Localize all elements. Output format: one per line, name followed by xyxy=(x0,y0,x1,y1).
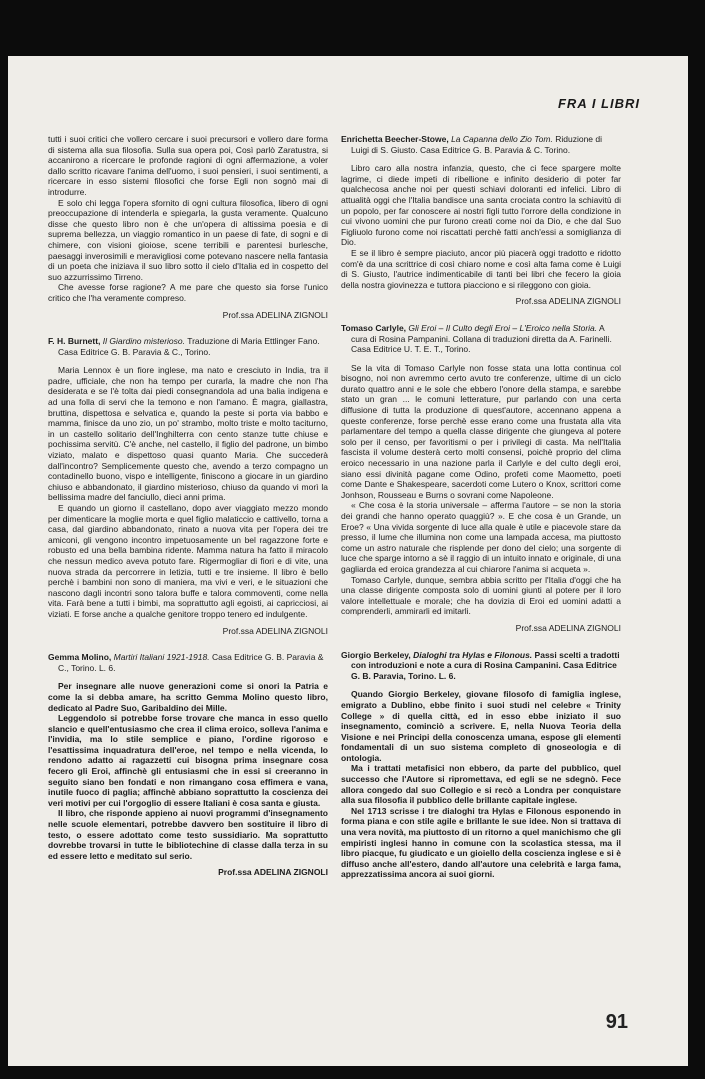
intro-paragraph: tutti i suoi critici che vollero cercare i suoi precursori e vollero dare forma di sistema alla sua filosofia. Sulla sua opera poi, Così parlò Zaratustra, si accanirono a ricercare le profonde ragioni di ogni affermazione, a voler dallo scritto ricavare l'anima dell'uomo, i suoi pensieri, i suoi sentimenti, a ricercare in esso sistemi filosofici che forse Egli non sognò mai di introdurre. xyxy=(48,134,328,197)
review-paragraph: Nel 1713 scrisse i tre dialoghi tra Hylas e Filonous esponendo in forma piana e con stile agile e brillante le sue idee. Non si trattava di una vera novità, ma piuttosto di un ritorno a quel manichismo che gli empiristi inglesi hanno in comune con la scolastica stessa, ma il libro piacque, fu giudicato e un gioiello della coscienza inglese e si è diffuso anche all'estero, dando all'autore una celebrità e larga fama, apprezzatissima ancora ai suoi giorni. xyxy=(341,805,621,880)
review-paragraph: Ma i trattati metafisici non ebbero, da parte del pubblico, quel successo che l'Autore si ripromettava, ed egli se ne sdegnò. Fece allora congedo dal suo Collegio e si recò a Londra per conquistare alla sua filosofia il pubblico delle brillante capitale inglese. xyxy=(341,763,621,806)
left-column xyxy=(48,134,328,878)
review-paragraph: Quando Giorgio Berkeley, giovane filosofo di famiglia inglese, emigrato a Dublino, ebbe finito i suoi studi nel celebre « Trinity College » di quella città, ed in esso ebbe iniziato il suo insegnamento, cominciò a scrivere. E, nella Nuova Teoria della Visione e nei Principi della conoscenza umana, espose gli elementi fondamentali di un suo sistema completo di gnoseologia e di ontologia. xyxy=(341,689,621,763)
book-title: Gli Eroi – Il Culto degli Eroi – L'Eroico nella Storia. xyxy=(408,322,598,333)
book-title: Martiri Italiani 1921-1918. xyxy=(113,652,210,663)
page-sheet xyxy=(8,56,688,1066)
running-header: FRA I LIBRI xyxy=(557,96,640,111)
signature: Prof.ssa ADELINA ZIGNOLI xyxy=(515,622,621,633)
book-author: Enrichetta Beecher-Stowe, xyxy=(341,134,449,144)
book-title: La Capanna dello Zio Tom. xyxy=(451,134,553,144)
bold-review-block xyxy=(341,689,621,880)
signature: Prof.ssa ADELINA ZIGNOLI xyxy=(515,296,621,307)
review-paragraph: Il libro, che risponde appieno ai nuovi programmi d'insegnamento nelle scuole elementari, potrebbe davvero ben sostituire il libro di testo, o essere adottato come testo sussidiario. Ma soprattutto dovrebbe trovarsi in tutte le bibliotechine di classe dalla terza in su ed essere letto e meditato sul serio. xyxy=(48,808,328,861)
book-entry-heading xyxy=(48,652,328,673)
review-paragraph: E se il libro è sempre piaciuto, ancor più piacerà oggi tradotto e ridotto com'è da una scrittrice di così chiaro nome e così alta fama come è Luigi di S. Giusto, l'autrice indimenticabile di tanti bei libri che fecero la gioia della nostra giovinezza e tuttora piacciono e si rileggono con gioia. xyxy=(341,247,621,290)
review-paragraph: « Che cosa è la storia universale – afferma l'autore – se non la storia dei grandi che hanno operato quaggiù? ». E che cosa è un Grande, un Eroe? « Una vivida sorgente di luce alla quale è utile e piacevole stare da presso, il lume che illumina non come una lampada accesa, ma piuttosto come un astro naturale che risplende per dono del cielo; una sorgente di luce che sparge intorno a sè il raggio di un intuito innato e originale, di una gagliarda ed eroica grandezza al cui chiarore l'anima si acqueta ». xyxy=(341,500,621,574)
book-publisher: Passi scelti a tradotti con introduzioni e note a cura di Rosina Campanini. Casa Editrice G. B. Paravia, Torino. L. 6. xyxy=(351,649,620,681)
book-author: Gemma Molino, xyxy=(48,652,112,663)
book-publisher: A cura di Rosina Pampanini. Collana di traduzioni diretta da A. Farinelli. Casa Editrice U. T. E. T., Torino. xyxy=(351,322,612,355)
intro-paragraph: Che avesse forse ragione? A me pare che questo sia forse l'unico critico che l'ha veramente compreso. xyxy=(48,282,328,303)
book-publisher: Traduzione di Maria Ettlinger Fano. Casa Editrice G. B. Paravia & C., Torino. xyxy=(58,336,320,357)
signature: Prof.ssa ADELINA ZIGNOLI xyxy=(222,309,328,320)
review-paragraph: E quando un giorno il castellano, dopo aver viaggiato mezzo mondo per dimenticare la moglie morta e quel figlio malaticcio e cattivello, torna a casa, dal giardino abbandonato, rinato a nuova vita per l'opera dei tre amiconi, gli vengono incontro impetuosamente un bel ragazzone forte e robusto ed una bella bambina ridente. Mamma natura ha fatto il miracolo che nessun medico aveva potuto fare. Rigermogliar di fiori e di vite, una nuova strada da percorrere in letizia, tutti e tre insieme. Il libro è bello perchè i bambini non sono di maniera, ma vivi e veri, e le situazioni che nascono dagli incontri sono talora buffe e talora commoventi, come nella vita. Farà bene a tutti i bimbi, ma soprattutto agli egoisti, ai capricciosi, ai viziati. E forse anche a qualche genitore troppo tenero ed indulgente. xyxy=(48,503,328,619)
book-entry-heading xyxy=(341,650,621,682)
review-paragraph: Maria Lennox è un fiore inglese, ma nato e cresciuto in India, tra il padre, ufficiale, che non ha tempo per curarla, la madre che non l'ha desiderata e se l'è tolta dai piedi consegnandola ad una balia indigena e ad una folla di servi che la temono e non l'amano. È magra, giallastra, bruttina, dispettosa e selvatica e, quando la peste si porta via babbo e mamma, finisce da uno zio, un po' strambo, molto triste e molto taciturno, in un castello solitario dell'Inghilterra con cento stanze tutte chiuse e pochissima servitù. C'è anche, nel castello, il figlio del padrone, un bimbo viziato, malato e dispettoso quasi quanto Maria. Che succederà dall'incontro? Semplicemente questo che, avendo a terzo compagno un contadinello buono, vispo e intelligente, finiscono a giocare in un giardino chiuso e abbandonato, il giardino misterioso, chiuso da quando vi morì la bellissima madre del fanciullo, dieci anni prima. xyxy=(48,365,328,503)
book-entry-heading xyxy=(341,323,621,355)
book-publisher: Riduzione di Luigi di S. Giusto. Casa Editrice G. B. Paravia & C. Torino. xyxy=(351,134,602,155)
page-number: 91 xyxy=(605,1011,628,1033)
signature: Prof.ssa ADELINA ZIGNOLI xyxy=(218,867,328,878)
review-paragraph: Per insegnare alle nuove generazioni come si onori la Patria e come la si debba amare, ha scritto Gemma Molino questo libro, dedicato al Padre Suo, Garibaldino dei Mille. xyxy=(48,681,328,713)
book-title: Dialoghi tra Hylas e Filonous. xyxy=(413,649,533,660)
book-entry-heading xyxy=(48,336,328,357)
review-paragraph: Tomaso Carlyle, dunque, sembra abbia scritto per l'Italia d'oggi che ha una classe dirigente composta solo di uomini giunti al potere per il loro valore intellettuale e morale; che ha dovizia di Eroi ed uomini adatti a comprenderli, ammirarli ed imitarli. xyxy=(341,574,621,617)
book-author: Giorgio Berkeley, xyxy=(341,649,411,660)
bold-review-block xyxy=(48,681,328,878)
review-paragraph: Se la vita di Tomaso Carlyle non fosse stata una lotta continua col bisogno, noi non avremmo certo avuto tre conferenze, ultime di un ciclo durato quattro anni e le sole che ebbero l'onore della stampa, e sarebbe stato un gran ... le comuni letterature, pur parlando con una certa diffusione di tutta la produzione di quest'autore, accennano appena a queste conferenze, forse perchè esse erano come una frustata alla vita parlamentare del tempo a quella classe dirigente che giungeva al potere solo per il censo, per favoritismi o per i privilegi di casta. Ma nell'Italia fascista il volume desterà certo molti consensi, poichè proprio del clima eroico necessario in una nazione parla il Carlyle e del culto degli eroi, siano essi divinità pagane come Odino, profeti come Maometto, poeti come Dante e Shakespeare, sacerdoti come Lutero o Knox, scrittori come Jonhson, Rousseau e Burns o sovrani come Napoleone. xyxy=(341,362,621,500)
signature: Prof.ssa ADELINA ZIGNOLI xyxy=(222,625,328,636)
book-author: F. H. Burnett, xyxy=(48,336,101,347)
right-column xyxy=(341,134,621,880)
review-paragraph: Libro caro alla nostra infanzia, questo, che ci fece spargere molte lagrime, ci diede impeti di ribellione e infinito desiderio di poter far qualchecosa anche noi per questi schiavi doloranti ed infelici. Libro di attualità oggi che l'Italia bandisce una santa crociata contro la schiavitù di un popolo, per far conoscere ai nostri figli tutto l'orrore della condizione in cui vivono uomini che pur furono creati come noi da Dio, e che dal Suo Figliuolo furono come noi riscattati perchè fatti anch'essi a somiglianza di Dio. xyxy=(341,163,621,248)
book-title: Il Giardino misterioso. xyxy=(102,336,185,347)
book-publisher: Casa Editrice G. B. Paravia & C., Torino. L. 6. xyxy=(58,652,324,673)
book-author: Tomaso Carlyle, xyxy=(341,322,407,333)
intro-paragraph: E solo chi legga l'opera sfornito di ogni cultura filosofica, libero di ogni preoccupazione di intenderla e spiegarla, la gusta veramente. Qualcuno disse che questo libro non è che un'opera di altissima poesia e di suprema bellezza, un viaggio romantico in un paese di fate, di sogni e di chimere, con visioni gioiose, scene terribili e parentesi burlesche, paesaggi inverosimili e meravigliosi come potevano nascere nella fantasia di un poeta che iniziava il suo libro sotto il cielo d'Italia ed in cospetto del suo azzurrissimo Tirreno. xyxy=(48,197,328,282)
review-paragraph: Leggendolo si potrebbe forse trovare che manca in esso quello slancio e quell'entusiasmo che crea il clima eroico, solleva l'anima e l'invidia, ma lo stile semplice e piano, l'ordine rigoroso e l'esattissima inquadratura dell'eroe, nel tempo e nella vicenda, lo rendono adatto ai ragazzetti cui bisogna prima insegnare cosa fecero gli Eroi, affinchè gli entusiasmi che in essi si creeranno in seguito siano ben fondati e non rimangano cosa effimera e vana, inutile fuoco di paglia; affinchè abbiano soprattutto la coscienza dei veri motivi per cui l'orgoglio di essere Italiani è cosa santa e giusta. xyxy=(48,713,328,808)
book-entry-heading xyxy=(341,134,621,155)
